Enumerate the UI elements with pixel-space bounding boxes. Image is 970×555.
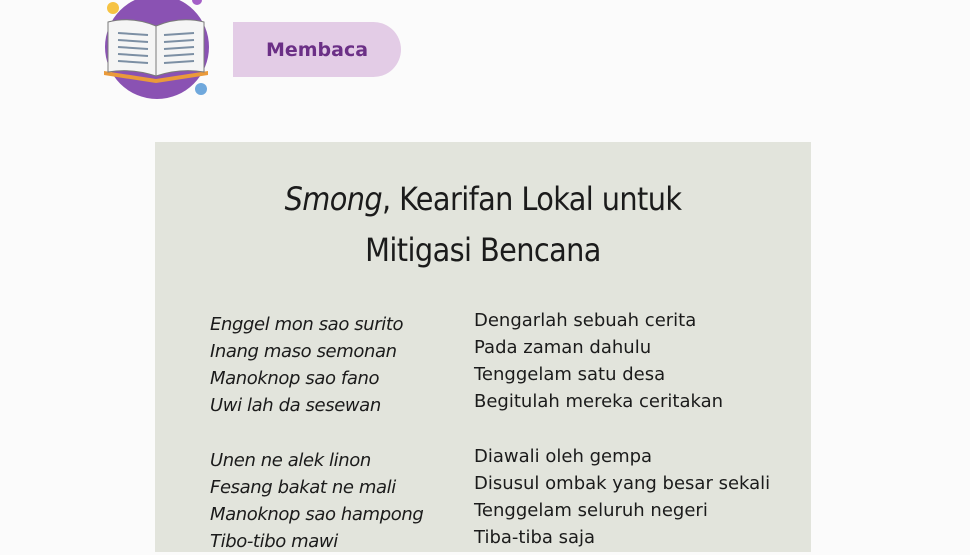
book-icon-badge: [100, 0, 212, 104]
poem-line: Enggel mon sao surito: [210, 314, 404, 335]
poem-line: Fesang bakat ne mali: [210, 477, 396, 498]
title-italic-word: Smong: [284, 180, 383, 218]
poem-line: Tiba-tiba saja: [474, 527, 596, 548]
poem-line: Manoknop sao fano: [210, 368, 380, 389]
title-line-1-rest: , Kearifan Lokal untuk: [382, 180, 682, 218]
poem-line: Dengarlah sebuah cerita: [474, 310, 697, 331]
section-badge-label: Membaca: [265, 38, 369, 61]
section-badge: [233, 22, 401, 77]
poem-line: Tibo-tibo mawi: [210, 531, 338, 552]
stanza-2-translation: [474, 443, 770, 551]
stanza-2-original: [210, 447, 423, 555]
poem-line: Pada zaman dahulu: [474, 337, 652, 358]
open-book-icon: [100, 0, 212, 104]
reading-title: [155, 174, 811, 276]
poem-line: Diawali oleh gempa: [474, 446, 653, 467]
poem-line: Begitulah mereka ceritakan: [474, 391, 724, 412]
poem-line: Inang maso semonan: [210, 341, 397, 362]
reading-card: [155, 142, 811, 552]
title-line-2: Mitigasi Bencana: [365, 231, 601, 269]
title-line-1: [155, 174, 811, 225]
poem-line: Unen ne alek linon: [210, 450, 371, 471]
poem-line: Tenggelam seluruh negeri: [474, 500, 708, 521]
poem-line: Uwi lah da sesewan: [210, 395, 381, 416]
stanza-1-original: [210, 311, 403, 419]
stanza-1-translation: [474, 307, 723, 415]
poem-line: Disusul ombak yang besar sekali: [474, 473, 771, 494]
poem-line: Manoknop sao hampong: [210, 504, 424, 525]
poem-line: Tenggelam satu desa: [474, 364, 666, 385]
